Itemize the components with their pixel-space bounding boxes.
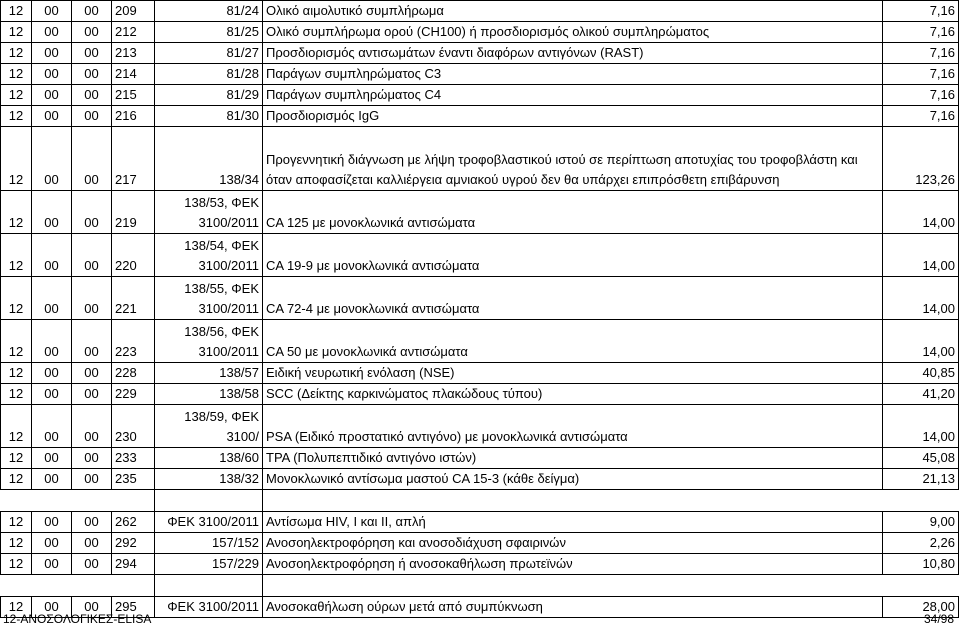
spacer-row [1, 575, 959, 597]
code-part-2: 00 [32, 106, 72, 127]
table-row [1, 106, 959, 127]
description-cell: Μονοκλωνικό αντίσωμα μαστού CA 15-3 (κάθε δείγμα) [263, 469, 883, 490]
code-part-4: 223 [112, 320, 155, 363]
code-part-4: 292 [112, 533, 155, 554]
code-part-2: 00 [32, 1, 72, 22]
code-part-1: 12 [1, 320, 32, 363]
description-cell: Ολικό συμπλήρωμα ορού (CH100) ή προσδιορισμός ολικού συμπληρώματος [263, 22, 883, 43]
code-part-1: 12 [1, 43, 32, 64]
code-part-3: 00 [72, 85, 112, 106]
reference-cell: 138/56, ΦΕΚ 3100/2011 [155, 320, 263, 363]
code-part-4: 228 [112, 363, 155, 384]
table-row [1, 22, 959, 43]
description-cell: TPA (Πολυπεπτιδικό αντιγόνο ιστών) [263, 448, 883, 469]
reference-cell: 157/229 [155, 554, 263, 575]
spacer-cell [155, 575, 263, 597]
description-cell: Ολικό αιμολυτικό συμπλήρωμα [263, 1, 883, 22]
reference-cell: 81/29 [155, 85, 263, 106]
spacer-cell [112, 575, 155, 597]
code-part-1: 12 [1, 1, 32, 22]
code-part-3: 00 [72, 320, 112, 363]
price-cell: 14,00 [883, 320, 959, 363]
description-cell: Παράγων συμπληρώματος C4 [263, 85, 883, 106]
code-part-1: 12 [1, 64, 32, 85]
code-part-3: 00 [72, 234, 112, 277]
code-part-1: 12 [1, 234, 32, 277]
price-cell: 7,16 [883, 64, 959, 85]
price-cell: 9,00 [883, 512, 959, 533]
reference-cell: 81/27 [155, 43, 263, 64]
code-part-1: 12 [1, 277, 32, 320]
code-part-2: 00 [32, 43, 72, 64]
spacer-cell [263, 490, 883, 512]
description-cell: Προσδιορισμός IgG [263, 106, 883, 127]
code-part-2: 00 [32, 469, 72, 490]
description-cell: SCC (Δείκτης καρκινώματος πλακώδους τύπου) [263, 384, 883, 405]
code-part-1: 12 [1, 106, 32, 127]
code-part-4: 216 [112, 106, 155, 127]
code-part-4: 229 [112, 384, 155, 405]
table-row [1, 1, 959, 22]
code-part-4: 294 [112, 554, 155, 575]
description-cell: CA 125 με μονοκλωνικά αντισώματα [263, 191, 883, 234]
description-cell: Ανοσοηλεκτροφόρηση και ανοσοδιάχυση σφαιρινών [263, 533, 883, 554]
description-cell: Αντίσωμα HIV, I και II, απλή [263, 512, 883, 533]
code-part-2: 00 [32, 22, 72, 43]
reference-cell: 138/60 [155, 448, 263, 469]
code-part-4: 262 [112, 512, 155, 533]
price-cell: 7,16 [883, 106, 959, 127]
code-part-2: 00 [32, 554, 72, 575]
code-part-2: 00 [32, 64, 72, 85]
code-part-3: 00 [72, 448, 112, 469]
description-cell: CA 72-4 με μονοκλωνικά αντισώματα [263, 277, 883, 320]
code-part-2: 00 [32, 533, 72, 554]
code-part-4: 230 [112, 405, 155, 448]
price-cell: 7,16 [883, 22, 959, 43]
description-cell: Παράγων συμπληρώματος C3 [263, 64, 883, 85]
description-cell: Προσδιορισμός αντισωμάτων έναντι διαφόρων αντιγόνων (RAST) [263, 43, 883, 64]
code-part-2: 00 [32, 384, 72, 405]
price-cell: 14,00 [883, 191, 959, 234]
code-part-4: 233 [112, 448, 155, 469]
table-row [1, 85, 959, 106]
code-part-1: 12 [1, 512, 32, 533]
table-row [1, 533, 959, 554]
code-part-3: 00 [72, 363, 112, 384]
reference-cell: 81/25 [155, 22, 263, 43]
code-part-3: 00 [72, 127, 112, 191]
reference-cell: 138/53, ΦΕΚ 3100/2011 [155, 191, 263, 234]
spacer-cell [155, 490, 263, 512]
table-row [1, 277, 959, 320]
code-part-3: 00 [72, 43, 112, 64]
reference-cell: 138/55, ΦΕΚ 3100/2011 [155, 277, 263, 320]
spacer-cell [72, 490, 112, 512]
description-cell: Ανοσοηλεκτροφόρηση ή ανοσοκαθήλωση πρωτεϊνών [263, 554, 883, 575]
code-part-3: 00 [72, 277, 112, 320]
code-part-3: 00 [72, 384, 112, 405]
reference-cell: ΦΕΚ 3100/2011 [155, 597, 263, 618]
footer-page-number: 34/98 [923, 612, 954, 626]
code-part-1: 12 [1, 85, 32, 106]
price-cell: 14,00 [883, 277, 959, 320]
price-cell: 45,08 [883, 448, 959, 469]
spacer-cell [883, 575, 959, 597]
table-row [1, 448, 959, 469]
code-part-4: 220 [112, 234, 155, 277]
price-cell: 2,26 [883, 533, 959, 554]
code-part-2: 00 [32, 448, 72, 469]
price-cell: 21,13 [883, 469, 959, 490]
code-part-4: 295 [112, 597, 155, 618]
code-part-3: 00 [72, 469, 112, 490]
spacer-cell [112, 490, 155, 512]
code-part-3: 00 [72, 106, 112, 127]
reference-cell: 81/28 [155, 64, 263, 85]
code-part-1: 12 [1, 469, 32, 490]
table-row [1, 384, 959, 405]
code-part-1: 12 [1, 448, 32, 469]
code-part-2: 00 [32, 234, 72, 277]
code-part-2: 00 [32, 277, 72, 320]
code-part-3: 00 [72, 191, 112, 234]
spacer-cell [32, 490, 72, 512]
table-row [1, 512, 959, 533]
code-part-2: 00 [32, 85, 72, 106]
reference-cell: ΦΕΚ 3100/2011 [155, 512, 263, 533]
code-part-2: 00 [32, 363, 72, 384]
reference-cell: 157/152 [155, 533, 263, 554]
table-row [1, 320, 959, 363]
price-cell: 41,20 [883, 384, 959, 405]
reference-cell: 81/30 [155, 106, 263, 127]
code-part-2: 00 [32, 597, 72, 618]
code-part-3: 00 [72, 533, 112, 554]
table-row [1, 191, 959, 234]
table-row [1, 363, 959, 384]
price-cell: 7,16 [883, 85, 959, 106]
description-cell: CA 50 με μονοκλωνικά αντισώματα [263, 320, 883, 363]
code-part-4: 213 [112, 43, 155, 64]
code-part-3: 00 [72, 554, 112, 575]
code-part-2: 00 [32, 320, 72, 363]
description-cell: Ειδική νευρωτική ενόλαση (NSE) [263, 363, 883, 384]
code-part-2: 00 [32, 191, 72, 234]
spacer-cell [883, 490, 959, 512]
code-part-2: 00 [32, 127, 72, 191]
code-part-3: 00 [72, 1, 112, 22]
reference-cell: 138/32 [155, 469, 263, 490]
price-cell: 28,00 [883, 597, 959, 618]
code-part-4: 217 [112, 127, 155, 191]
code-part-4: 235 [112, 469, 155, 490]
description-cell: Προγεννητική διάγνωση με λήψη τροφοβλαστικού ιστού σε περίπτωση αποτυχίας του τροφοβλάστη και όταν αποφασίζεται καλλιέργεια αμνιακού υγρού δεν θα υπάρχει επιπρόσθετη επιβάρυνση [263, 127, 883, 191]
spacer-cell [1, 490, 32, 512]
reference-cell: 138/57 [155, 363, 263, 384]
code-part-2: 00 [32, 512, 72, 533]
price-cell: 123,26 [883, 127, 959, 191]
spacer-cell [32, 575, 72, 597]
code-part-1: 12 [1, 405, 32, 448]
table-row [1, 469, 959, 490]
code-part-1: 12 [1, 554, 32, 575]
table-row [1, 43, 959, 64]
code-part-1: 12 [1, 127, 32, 191]
price-cell: 14,00 [883, 234, 959, 277]
code-part-3: 00 [72, 405, 112, 448]
reference-cell: 138/54, ΦΕΚ 3100/2011 [155, 234, 263, 277]
code-part-4: 221 [112, 277, 155, 320]
price-cell: 14,00 [883, 405, 959, 448]
code-part-1: 12 [1, 22, 32, 43]
price-cell: 10,80 [883, 554, 959, 575]
spacer-cell [1, 575, 32, 597]
code-part-4: 212 [112, 22, 155, 43]
code-part-1: 12 [1, 363, 32, 384]
reference-cell: 81/24 [155, 1, 263, 22]
code-part-1: 12 [1, 597, 32, 618]
code-part-3: 00 [72, 64, 112, 85]
price-cell: 7,16 [883, 1, 959, 22]
table-row [1, 127, 959, 191]
code-part-4: 215 [112, 85, 155, 106]
reference-cell: 138/58 [155, 384, 263, 405]
table-row [1, 554, 959, 575]
footer-section-label: 12-ΑΝΟΣΟΛΟΓΙΚΕΣ-ELISA [3, 612, 152, 626]
code-part-2: 00 [32, 405, 72, 448]
description-cell: PSA (Ειδικό προστατικό αντιγόνο) με μονοκλωνικά αντισώματα [263, 405, 883, 448]
spacer-row [1, 490, 959, 512]
code-part-4: 214 [112, 64, 155, 85]
code-part-3: 00 [72, 512, 112, 533]
spacer-cell [263, 575, 883, 597]
table-row [1, 234, 959, 277]
price-cell: 7,16 [883, 43, 959, 64]
code-part-4: 219 [112, 191, 155, 234]
description-cell: CA 19-9 με μονοκλωνικά αντισώματα [263, 234, 883, 277]
description-cell: Ανοσοκαθήλωση ούρων μετά από συμπύκνωση [263, 597, 883, 618]
reference-cell: 138/34 [155, 127, 263, 191]
code-part-3: 00 [72, 597, 112, 618]
table-row [1, 405, 959, 448]
code-part-3: 00 [72, 22, 112, 43]
spacer-cell [72, 575, 112, 597]
code-part-1: 12 [1, 384, 32, 405]
code-part-1: 12 [1, 191, 32, 234]
reference-cell: 138/59, ΦΕΚ 3100/ [155, 405, 263, 448]
price-cell: 40,85 [883, 363, 959, 384]
table-row [1, 64, 959, 85]
code-part-1: 12 [1, 533, 32, 554]
code-part-4: 209 [112, 1, 155, 22]
